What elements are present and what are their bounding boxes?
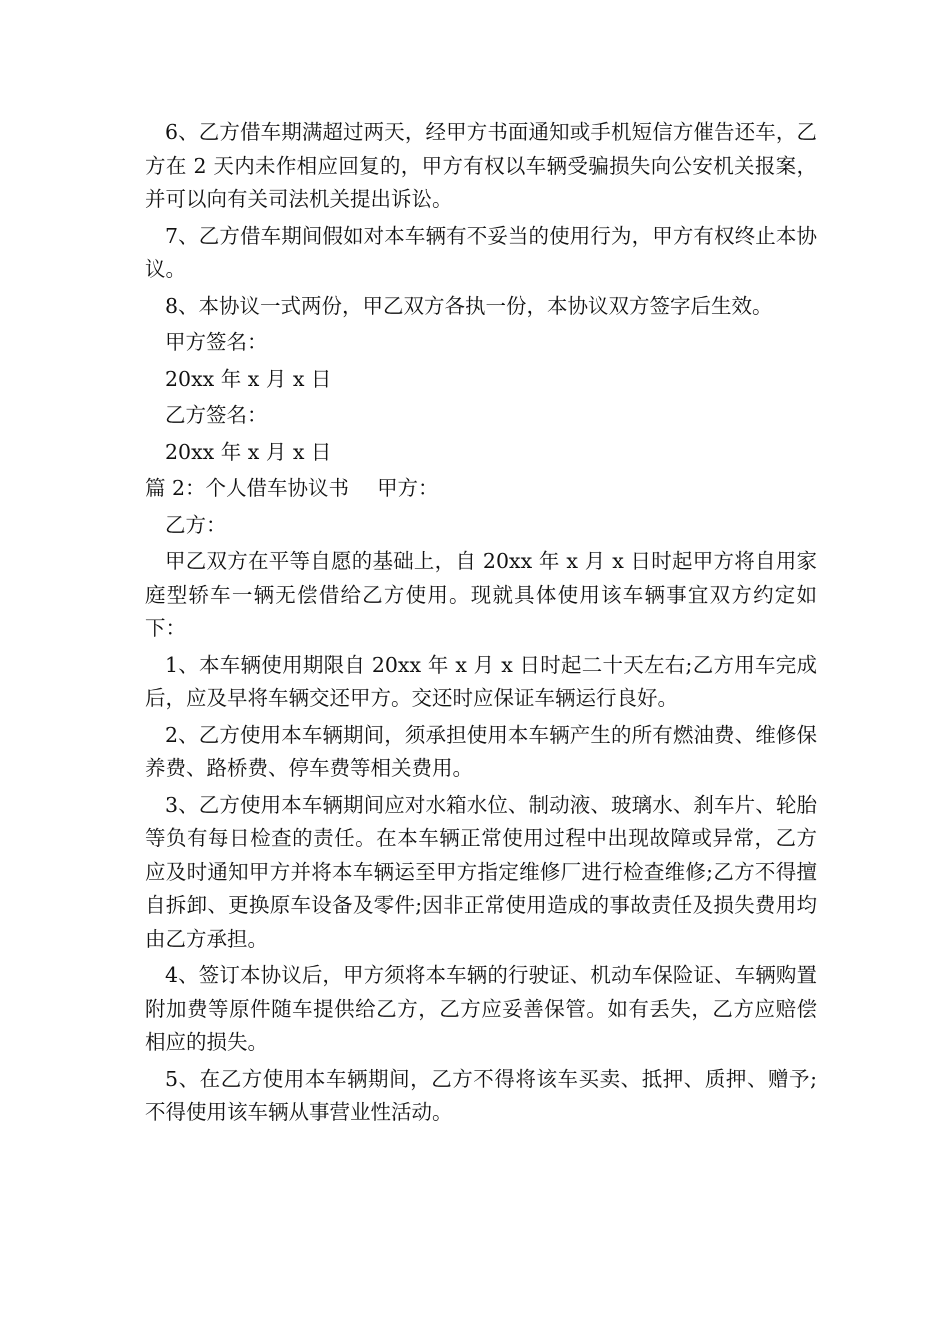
party-a-date: 20xx 年 x 月 x 日 [165,366,332,391]
clause-8: 8、本协议一式两份，甲乙双方各执一份，本协议双方签字后生效。 [165,293,773,318]
section-2-heading [145,472,817,506]
section-2-clause-2: 2、乙方使用本车辆期间，须承担使用本车辆产生的所有燃油费、维修保养费、路桥费、停车费等相关费用。 [145,722,817,780]
document-page [145,116,817,1133]
clause-6: 6、乙方借车期满超过两天，经甲方书面通知或手机短信方催告还车，乙方在 2 天内未作相应回复的，甲方有权以车辆受骗损失向公安机关报案，并可以向有关司法机关提出诉讼。 [145,120,817,211]
section-2-clause-5: 5、在乙方使用本车辆期间，乙方不得将该车买卖、抵押、质押、赠予;不得使用该车辆从事营业性活动。 [145,1066,817,1124]
section-2-party-b: 乙方： [165,512,227,537]
section-2-party-a: 甲方： [377,476,439,500]
party-b-signature-label: 乙方签名： [165,403,268,427]
section-2-title: 篇 2：个人借车协议书 [145,476,350,500]
section-2-clause-4: 4、签订本协议后，甲方须将本车辆的行驶证、机动车保险证、车辆购置附加费等原件随车提供给乙方，乙方应妥善保管。如有丢失，乙方应赔偿相应的损失。 [145,963,817,1054]
clause-7: 7、乙方借车期间假如对本车辆有不妥当的使用行为，甲方有权终止本协议。 [145,223,817,281]
section-2-clause-3: 3、乙方使用本车辆期间应对水箱水位、制动液、玻璃水、刹车片、轮胎等负有每日检查的责任。在本车辆正常使用过程中出现故障或异常，乙方应及时通知甲方并将本车辆运至甲方指定维修厂进行检查维修;乙方不得擅自拆卸、更换原车设备及零件;因非正常使用造成的事故责任及损失费用均由乙方承担。 [145,792,817,951]
section-2-intro: 甲乙双方在平等自愿的基础上，自 20xx 年 x 月 x 日时起甲方将自用家庭型轿车一辆无偿借给乙方使用。现就具体使用该车辆事宜双方约定如下： [145,549,817,640]
party-a-signature-label: 甲方签名： [165,330,268,354]
section-2-clause-1: 1、本车辆使用期限自 20xx 年 x 月 x 日时起二十天左右;乙方用车完成后，应及早将车辆交还甲方。交还时应保证车辆运行良好。 [145,652,817,710]
party-b-date: 20xx 年 x 月 x 日 [165,439,332,464]
